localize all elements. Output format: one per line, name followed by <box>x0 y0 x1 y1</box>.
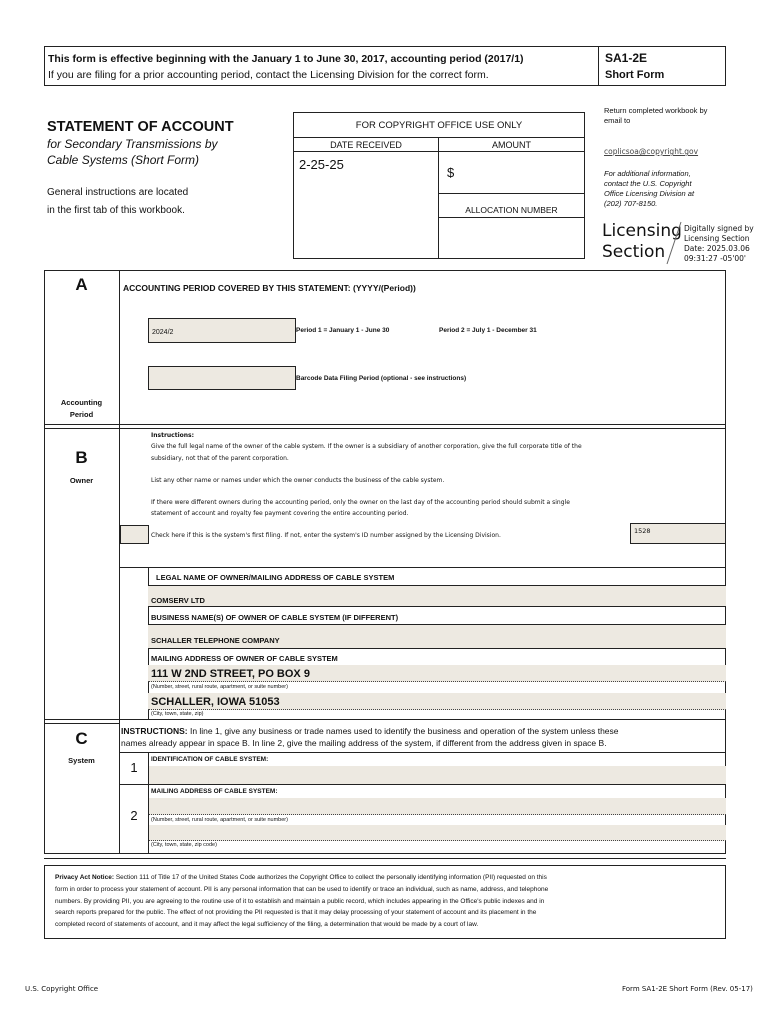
section-b-instr-2: List any other name or names under which the owner conducts the business of the cable system. <box>151 477 445 484</box>
section-b-instr-1: Give the full legal name of the owner of the cable system. If the owner is a subsidiary of another corporation, give the full corporate title of the <box>151 443 582 450</box>
date-received-value: 2-25-25 <box>299 157 344 172</box>
section-c-label: System <box>68 756 95 765</box>
line-1-label: IDENTIFICATION OF CABLE SYSTEM: <box>151 756 269 763</box>
page-subtitle-1: for Secondary Transmissions by <box>47 137 218 151</box>
allocation-header <box>439 194 584 218</box>
legal-name-value: COMSERV LTD <box>151 596 205 605</box>
system-identification-input[interactable] <box>149 766 726 784</box>
section-a-label-1: Accounting <box>60 398 103 407</box>
privacy-line-4: search reports prepared for the public. The effect of not providing the PII requested is that it may delay processing of your statement of account and its placement in the <box>55 909 537 916</box>
system-street-input[interactable] <box>149 798 726 815</box>
owner-street-value: 111 W 2ND STREET, PO BOX 9 <box>151 668 310 680</box>
general-instructions-2: in the first tab of this workbook. <box>47 205 185 216</box>
section-a-b-divider <box>44 424 726 429</box>
return-line-2: email to <box>604 116 631 125</box>
owner-street-hint: (Number, street, rural route, apartment, or suite number) <box>151 684 288 690</box>
privacy-notice-box <box>44 865 726 939</box>
section-b-c-divider <box>44 719 726 720</box>
amount-field[interactable] <box>439 152 584 194</box>
digital-sign-4: 09:31:27 -05'00' <box>684 254 746 263</box>
business-name-input[interactable] <box>148 624 726 648</box>
section-b-c-divider-2 <box>44 723 120 724</box>
amount-label: AMOUNT <box>492 140 531 150</box>
signature-name-2: Section <box>602 242 666 262</box>
system-city-input[interactable] <box>149 825 726 841</box>
digital-sign-2: Licensing Section <box>684 234 750 243</box>
business-name-value: SCHALLER TELEPHONE COMPANY <box>151 636 280 645</box>
section-c-line1-top <box>120 752 726 753</box>
privacy-heading: Privacy Act Notice: <box>55 874 115 881</box>
info-line-4: (202) 707-8150. <box>604 199 658 208</box>
signature-mark-icon <box>663 220 685 266</box>
privacy-line-1 <box>55 874 547 881</box>
section-c-instructions-bold: INSTRUCTIONS: <box>121 726 188 736</box>
section-b-label: Owner <box>69 476 94 485</box>
email-link[interactable]: coplicsoa@copyright.gov <box>604 147 699 156</box>
business-name-label-row <box>148 606 726 624</box>
section-c-instructions-2: names already appear in space B. In line 2, give the mailing address of the system, if different from the address given in space B. <box>121 738 607 748</box>
privacy-line-5: completed record of statements of account, and it may affect the legal sufficiency of the filing, a determination that would be made by a court of law. <box>55 921 479 928</box>
owner-city-hint: (City, town, state, zip) <box>151 711 204 717</box>
legal-name-input[interactable] <box>148 585 726 606</box>
allocation-field[interactable] <box>439 218 584 258</box>
barcode-period-label: Barcode Data Filing Period (optional - see instructions) <box>296 375 467 382</box>
section-b-instr-3b: statement of account and royalty fee payment covering the entire accounting period. <box>151 510 409 517</box>
amount-header <box>439 138 584 152</box>
owner-block-top-line <box>120 567 726 568</box>
date-received-label: DATE RECEIVED <box>330 140 402 150</box>
form-code-box <box>598 46 726 86</box>
system-id-value: 1528 <box>634 527 651 535</box>
section-a-heading: ACCOUNTING PERIOD COVERED BY THIS STATEMENT: (YYYY/(Period)) <box>123 283 416 293</box>
first-filing-label: Check here if this is the system's first filing. If not, enter the system's ID number assigned by the Licensing Division. <box>151 532 501 539</box>
general-instructions-1: General instructions are located <box>47 187 189 198</box>
section-c-letter: C <box>75 729 88 748</box>
owner-street-input[interactable] <box>148 665 726 682</box>
form-bottom-line <box>44 858 726 859</box>
digital-sign-3: Date: 2025.03.06 <box>684 244 750 253</box>
office-use-box <box>293 112 585 259</box>
amount-symbol: $ <box>447 165 455 180</box>
page-subtitle-2: Cable Systems (Short Form) <box>47 153 200 167</box>
barcode-period-input[interactable] <box>148 366 296 390</box>
date-received-field[interactable] <box>294 152 439 258</box>
section-c-line2-top <box>120 784 726 785</box>
form-code: SA1-2E <box>605 51 648 65</box>
effective-line-1: This form is effective beginning with the January 1 to June 30, 2017, accounting period (2017/1) <box>48 53 524 65</box>
system-city-hint: (City, town, state, zip code) <box>151 842 217 848</box>
form-type: Short Form <box>605 69 665 81</box>
return-line-1: Return completed workbook by <box>604 106 708 115</box>
footer-left: U.S. Copyright Office <box>25 985 99 993</box>
owner-city-input[interactable] <box>148 693 726 710</box>
section-c-instructions-text: In line 1, give any business or trade names used to identify the business and operation of the system unless these <box>187 726 619 736</box>
accounting-period-input[interactable] <box>148 318 296 343</box>
period-2-note: Period 2 = July 1 - December 31 <box>439 327 537 334</box>
privacy-line-3: numbers. By providing PII, you are agreeing to the routine use of it to establish and maintain a public record, which includes appearing in the Office's public indexes and in <box>55 898 545 905</box>
section-a-label-2: Period <box>69 410 94 419</box>
date-received-header <box>294 138 439 152</box>
effective-notice-box <box>44 46 599 86</box>
info-line-3: Office Licensing Division at <box>604 189 695 198</box>
system-street-hint: (Number, street, rural route, apartment, or suite number) <box>151 817 288 823</box>
office-use-heading-row <box>294 113 584 138</box>
owner-city-value: SCHALLER, IOWA 51053 <box>151 696 280 708</box>
accounting-period-value: 2024/2 <box>152 329 174 336</box>
section-b-instr-heading: Instructions: <box>151 432 195 439</box>
effective-line-2: If you are filing for a prior accounting period, contact the Licensing Division for the correct form. <box>48 69 489 81</box>
allocation-label: ALLOCATION NUMBER <box>465 205 558 215</box>
info-line-1: For additional information, <box>604 169 691 178</box>
period-1-note: Period 1 = January 1 - June 30 <box>296 327 390 334</box>
office-use-heading: FOR COPYRIGHT OFFICE USE ONLY <box>355 120 523 131</box>
privacy-line-2: form in order to process your statement of account. PII is any personal information that can be used to identify or trace an individual, such as name, address, and telephone <box>55 886 549 893</box>
legal-name-label: LEGAL NAME OF OWNER/MAILING ADDRESS OF CABLE SYSTEM <box>156 573 395 582</box>
mailing-label-row <box>148 648 726 665</box>
privacy-text-1: Section 111 of Title 17 of the United States Code authorizes the Copyright Office to collect the personally identifying information (PII) requested on this <box>114 874 547 881</box>
digital-sign-1: Digitally signed by <box>684 224 754 233</box>
section-b-letter: B <box>75 448 88 467</box>
section-b-instr-1b: subsidiary, not that of the parent corporation. <box>151 455 289 462</box>
line-2-label: MAILING ADDRESS OF CABLE SYSTEM: <box>151 788 278 795</box>
first-filing-checkbox[interactable] <box>120 525 149 544</box>
system-id-input[interactable] <box>630 523 726 544</box>
page-title: STATEMENT OF ACCOUNT <box>47 119 234 135</box>
section-a-letter: A <box>75 275 88 294</box>
line-2-number: 2 <box>130 808 138 823</box>
info-line-2: contact the U.S. Copyright <box>604 179 692 188</box>
business-name-label: BUSINESS NAME(S) OF OWNER OF CABLE SYSTEM (IF DIFFERENT) <box>151 613 399 622</box>
footer-right: Form SA1-2E Short Form (Rev. 05-17) <box>622 985 753 993</box>
mailing-address-label: MAILING ADDRESS OF OWNER OF CABLE SYSTEM <box>151 654 338 663</box>
line-1-number: 1 <box>130 760 138 775</box>
signature-name-1: Licensing <box>602 221 682 241</box>
section-b-instr-3: If there were different owners during the accounting period, only the owner on the last day of the accounting period should submit a single <box>151 499 570 506</box>
section-c-instructions <box>121 726 619 736</box>
